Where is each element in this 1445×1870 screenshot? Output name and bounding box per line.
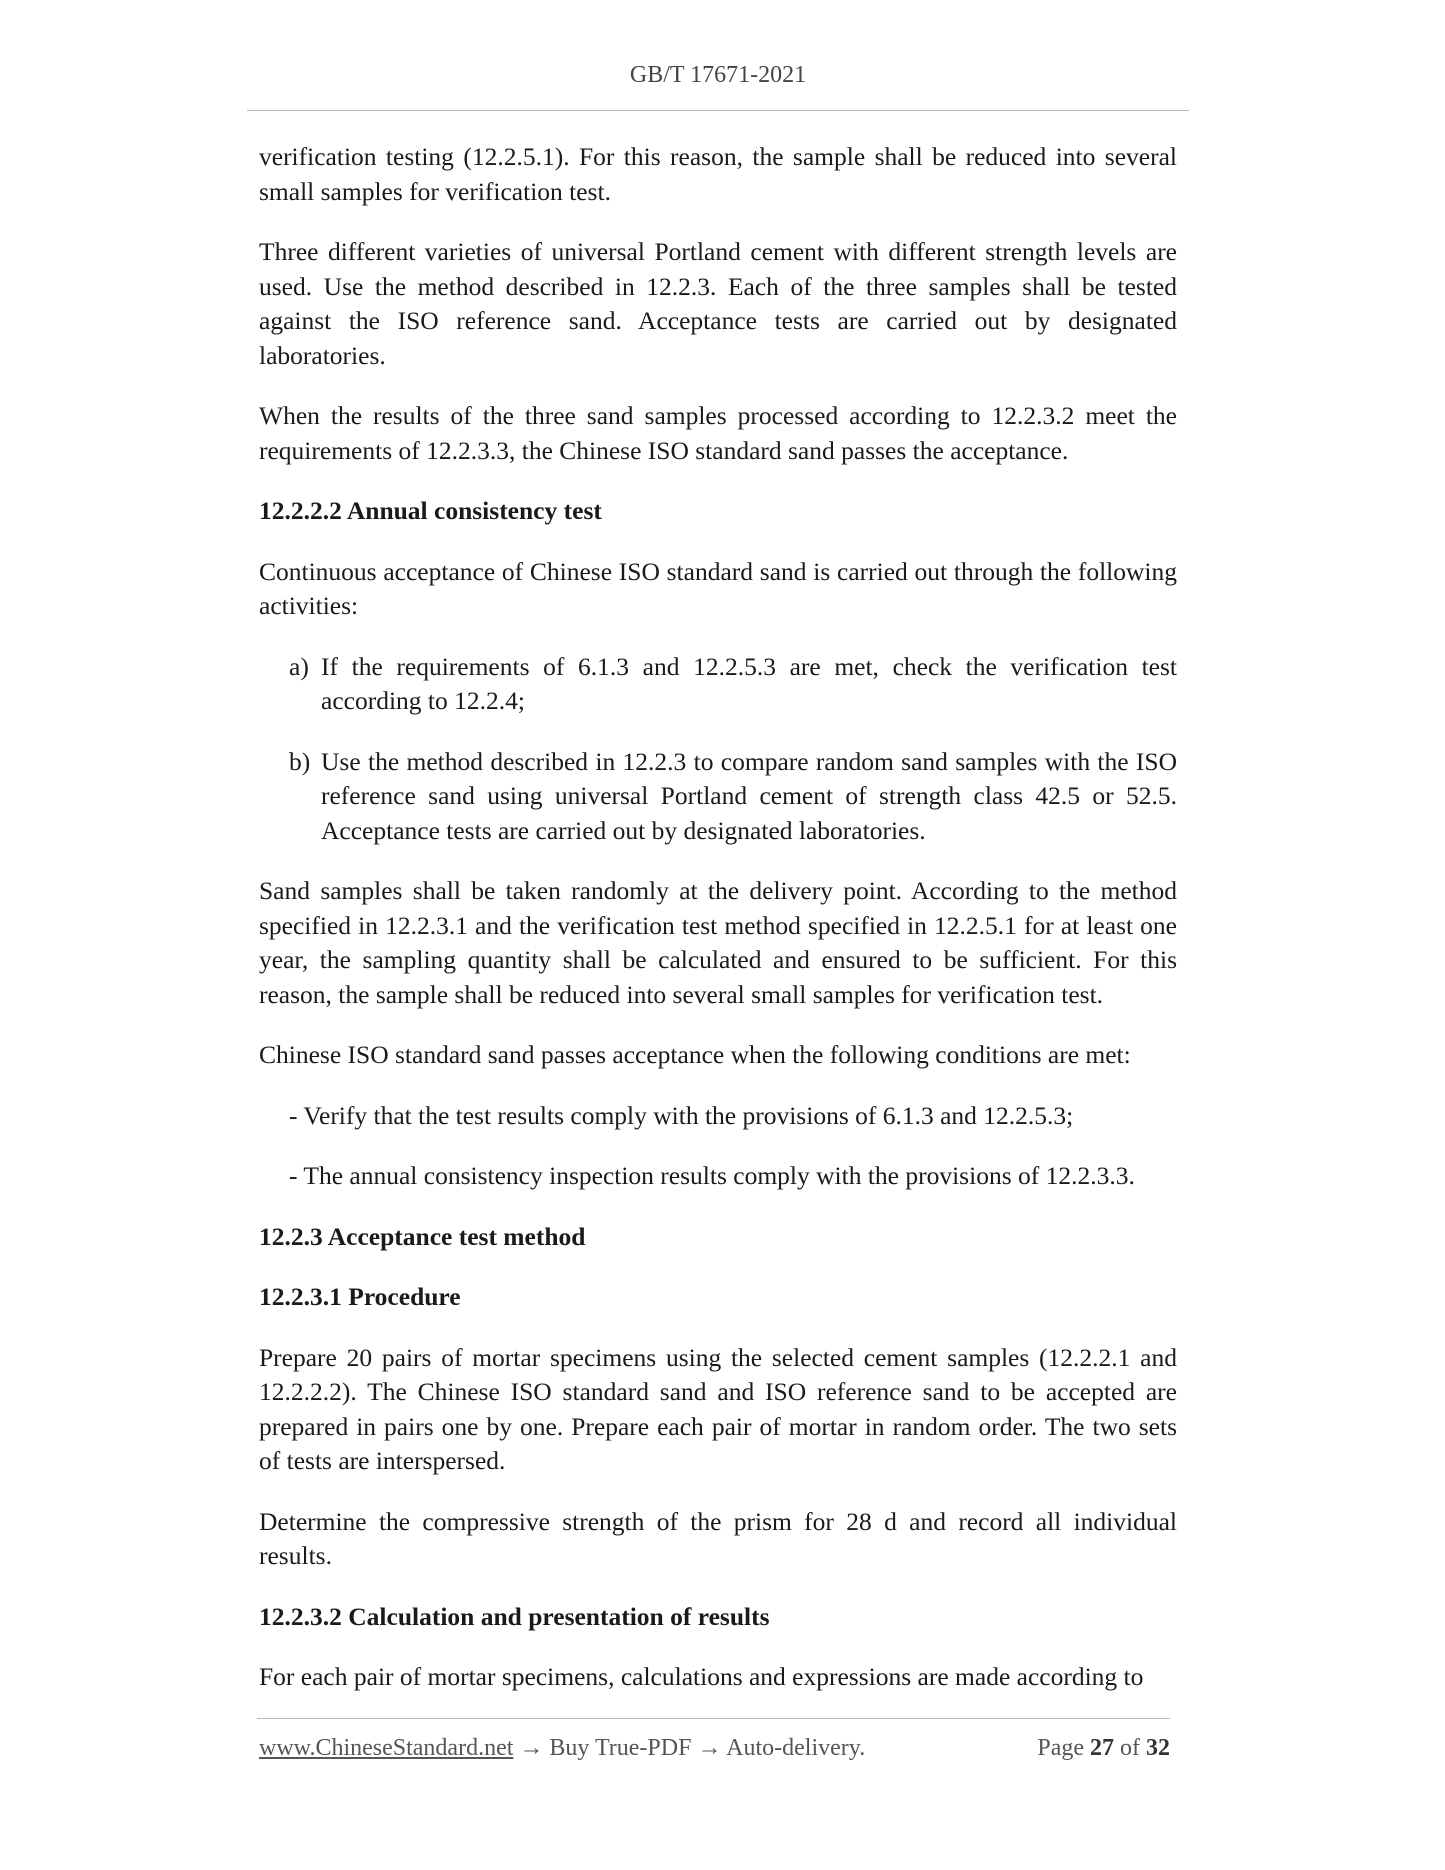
- section-heading-12-2-3-1: 12.2.3.1 Procedure: [259, 1282, 461, 1311]
- section-heading-12-2-3: 12.2.3 Acceptance test method: [259, 1221, 586, 1251]
- header-divider: [247, 110, 1189, 111]
- section-heading-12-2-3-2: 12.2.3.2 Calculation and presentation of results: [259, 1601, 770, 1631]
- auto-delivery-text: Auto-delivery.: [726, 1735, 866, 1761]
- condition-item-2: - The annual consistency inspection results comply with the provisions of 12.2.3.3.: [289, 1161, 1135, 1190]
- of-label: of: [1120, 1735, 1140, 1761]
- page-label: Page: [1037, 1735, 1084, 1761]
- arrow-right-icon: →: [697, 1735, 722, 1761]
- document-id: GB/T 17671-2021: [629, 62, 807, 88]
- section-heading-12-2-2-2: 12.2.2.2 Annual consistency test: [259, 496, 602, 525]
- footer-promo: [259, 1735, 865, 1762]
- list-text-b: Use the method described in 12.2.3 to compare random sand samples with the ISO reference sand using universal Portland cement of strength class 42.5 or 52.5. Acceptance tests are carried out by designated laboratories.: [321, 746, 1177, 845]
- list-text-a: If the requirements of 6.1.3 and 12.2.5.3 are met, check the verification test according to 12.2.4;: [321, 651, 1177, 715]
- paragraph-compressive-strength: Determine the compressive strength of the prism for 28 d and record all individual results.: [259, 1506, 1177, 1570]
- paragraph-calculation: For each pair of mortar specimens, calculations and expressions are made according to: [259, 1662, 1144, 1691]
- paragraph-conditions: Chinese ISO standard sand passes acceptance when the following conditions are met:: [259, 1040, 1131, 1069]
- list-marker-a: a): [289, 651, 309, 681]
- footer-divider: [257, 1718, 1170, 1719]
- paragraph-sand-samples: Sand samples shall be taken randomly at the delivery point. According to the method specified in 12.2.3.1 and the verification test method specified in 12.2.5.1 for at least one year, the sampling quantity shall be calculated and ensured to be sufficient. For this reason, the sample shall be reduced into several small samples for verification test.: [259, 876, 1177, 1009]
- paragraph-continuous-acceptance: Continuous acceptance of Chinese ISO standard sand is carried out through the following activities:: [259, 556, 1177, 620]
- page-content: [259, 140, 1177, 1721]
- condition-item-1: - Verify that the test results comply with the provisions of 6.1.3 and 12.2.5.3;: [289, 1100, 1074, 1130]
- paragraph-three-varieties: Three different varieties of universal Portland cement with different strength levels are used. Use the method described in 12.2.3. Each of the three samples shall be tested against the ISO reference sand. Acceptance tests are carried out by designated laboratories.: [259, 237, 1177, 370]
- list-marker-b: b): [289, 746, 311, 776]
- current-page: 27: [1090, 1735, 1114, 1761]
- paragraph-procedure: Prepare 20 pairs of mortar specimens using the selected cement samples (12.2.2.1 and 12.2.2.2). The Chinese ISO standard sand and ISO reference sand to be accepted are prepared in pairs one by one. Prepare each pair of mortar in random order. The two sets of tests are interspersed.: [259, 1342, 1177, 1475]
- paragraph-acceptance-result: When the results of the three sand samples processed according to 12.2.3.2 meet the requirements of 12.2.3.3, the Chinese ISO standard sand passes the acceptance.: [259, 401, 1177, 465]
- paragraph-verification-continuation: verification testing (12.2.5.1). For this reason, the sample shall be reduced into several small samples for verification test.: [259, 142, 1177, 206]
- website-link[interactable]: www.ChineseStandard.net: [259, 1735, 514, 1761]
- list-item-a: [259, 650, 1177, 719]
- total-pages: 32: [1146, 1735, 1170, 1761]
- buy-pdf-text: Buy True-PDF: [549, 1735, 692, 1761]
- page-header: [247, 62, 1189, 89]
- page-number: [1037, 1735, 1170, 1762]
- arrow-right-icon: →: [519, 1735, 544, 1761]
- list-item-b: [259, 745, 1177, 849]
